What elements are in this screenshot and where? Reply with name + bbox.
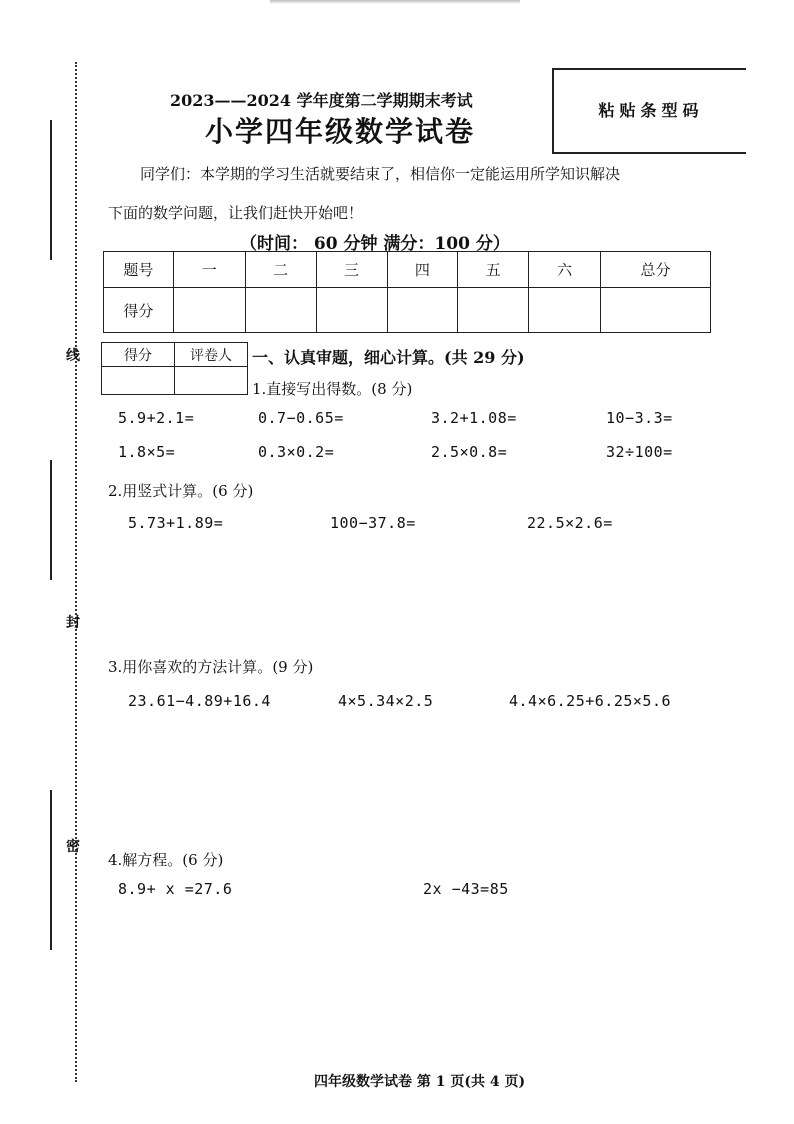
score-row-label: 得分 [104,288,174,333]
q2-item: 5.73+1.89= [128,514,224,532]
score-cell[interactable] [316,288,387,333]
score-header-cell: 三 [316,252,387,288]
score-cell[interactable] [529,288,601,333]
grader-name-cell[interactable] [175,367,248,395]
q4-title: 4.解方程。(6 分) [108,851,224,869]
q1-item: 1.8×5= [118,443,176,461]
grader-score-cell[interactable] [102,367,175,395]
grader-table [101,342,248,395]
barcode-box [552,68,746,154]
q1-item: 0.7−0.65= [258,409,344,427]
binding-line-char: 线 [66,348,80,364]
binding-secret-char: 密 [66,839,80,855]
page-top-shadow [270,0,520,4]
time-info: （时间： 60 分钟 满分：100 分） [240,234,510,254]
binding-seal-char: 封 [66,615,80,631]
intro-line-2: 下面的数学问题，让我们赶快开始吧！ [108,204,364,222]
binding-name-line [50,120,52,260]
intro-line-1: 同学们：本学期的学习生活就要结束了，相信你一定能运用所学知识解决 [140,165,621,183]
score-header-cell: 题号 [104,252,174,288]
score-header-cell: 四 [387,252,458,288]
binding-class-line [50,460,52,580]
score-table-score-row [104,288,711,333]
section-1-title: 一、认真审题，细心计算。(共 29 分) [252,348,525,367]
q3-item: 23.61−4.89+16.4 [128,692,271,710]
q1-title: 1.直接写出得数。(8 分) [252,380,413,398]
score-header-cell: 总分 [601,252,711,288]
score-cell[interactable] [387,288,458,333]
exam-title: 小学四年级数学试卷 [205,115,476,148]
q1-item: 5.9+2.1= [118,409,195,427]
score-header-cell: 六 [529,252,601,288]
q1-item: 3.2+1.08= [431,409,517,427]
q2-item: 22.5×2.6= [527,514,613,532]
q1-item: 32÷100= [606,443,673,461]
score-cell[interactable] [601,288,711,333]
grader-name-label: 评卷人 [175,343,248,367]
score-cell[interactable] [245,288,316,333]
q1-item: 2.5×0.8= [431,443,508,461]
q3-item: 4.4×6.25+6.25×5.6 [509,692,672,710]
score-cell[interactable] [458,288,529,333]
grader-score-label: 得分 [102,343,175,367]
q4-item: 2x −43=85 [423,880,509,898]
score-table-header-row [104,252,711,288]
q3-item: 4×5.34×2.5 [338,692,434,710]
q3-title: 3.用你喜欢的方法计算。(9 分) [108,658,314,676]
q1-item: 0.3×0.2= [258,443,335,461]
score-header-cell: 一 [173,252,245,288]
q2-title: 2.用竖式计算。(6 分) [108,482,254,500]
q4-item: 8.9+ x =27.6 [118,880,233,898]
score-cell[interactable] [173,288,245,333]
binding-dotted-line [75,62,77,1082]
binding-school-line [50,790,52,950]
page-footer: 四年级数学试卷 第 1 页(共 4 页) [314,1074,526,1090]
q1-item: 10−3.3= [606,409,673,427]
score-table [103,251,711,333]
score-header-cell: 二 [245,252,316,288]
exam-header: 2023——2024 学年度第二学期期末考试 [170,91,473,110]
barcode-label: 粘贴条型码 [598,101,704,120]
q2-item: 100−37.8= [330,514,416,532]
score-header-cell: 五 [458,252,529,288]
